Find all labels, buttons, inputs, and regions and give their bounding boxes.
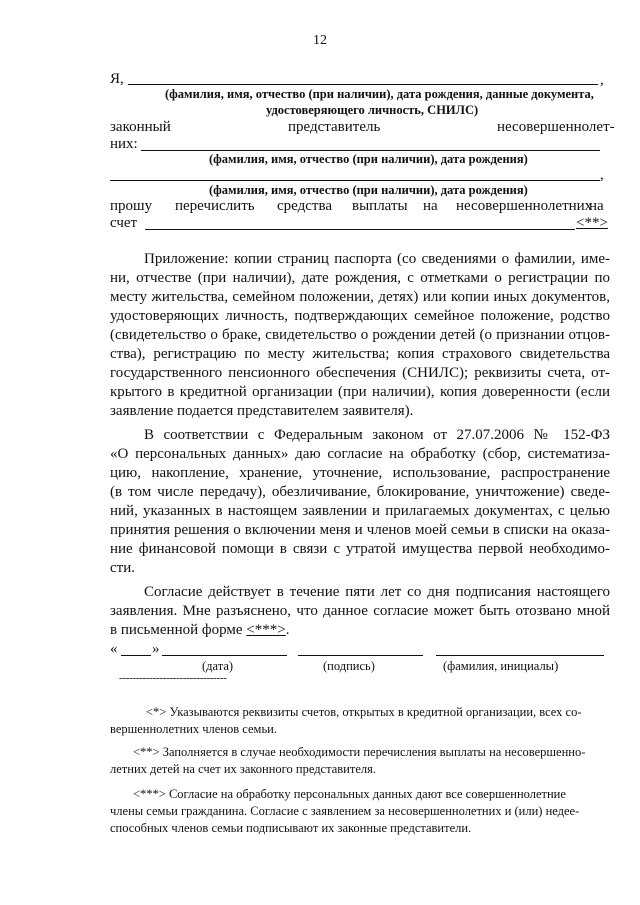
appendix-line: ни, отчестве (при наличии), дате рождения, с отметками о регистрации по	[110, 270, 610, 286]
footnote-ref-2: <**>	[576, 215, 608, 231]
quote-close: »	[152, 641, 160, 657]
caption-minor-2: (фамилия, имя, отчество (при наличии), дата рождения)	[209, 183, 528, 197]
caption-minor-1: (фамилия, имя, отчество (при наличии), дата рождения)	[209, 152, 528, 166]
name-initials-field[interactable]	[436, 655, 604, 656]
date-field[interactable]	[162, 655, 287, 656]
minor-2-field[interactable]	[110, 180, 600, 181]
footnote-3-cont: члены семьи гражданина. Согласие с заявлением за несовершеннолетних и (или) недее-	[110, 804, 580, 818]
name-label: (фамилия, инициалы)	[443, 659, 559, 673]
appendix-line: ства), регистрацию по месту жительства; копия страхового свидетельства	[110, 346, 610, 362]
sign-label: (подпись)	[323, 659, 375, 673]
page-number: 12	[313, 33, 327, 48]
footnote-3: <***> Согласие на обработку персональных данных дают все совершеннолетние	[133, 787, 566, 801]
caption-applicant-2: удостоверяющего личность, СНИЛС)	[266, 103, 479, 117]
footnote-3-cont: способных членов семьи подписывают их законные представители.	[110, 821, 472, 835]
consent-line: ний, указанных в настоящем заявлении и прилагаемых документах, с целью	[110, 503, 610, 519]
word-schet: счет	[110, 215, 138, 231]
appendix-line: удостоверяющих личность, подтверждающих семейное положение, родство	[110, 308, 610, 324]
validity-line-3	[110, 622, 289, 639]
footnote-1: <*> Указываются реквизиты счетов, открытых в кредитной организации, всех со-	[146, 705, 582, 719]
comma-2: ,	[600, 167, 604, 183]
applicant-name-field[interactable]	[128, 84, 598, 85]
date-label: (дата)	[202, 659, 234, 673]
footnote-2-cont: летних детей на счет их законного представителя.	[110, 762, 376, 776]
account-field[interactable]	[145, 229, 575, 230]
validity-line: Согласие действует в течение пяти лет со дня подписания настоящего	[144, 584, 610, 600]
consent-line: цию, накопление, хранение, уточнение, использование, распространение	[110, 465, 610, 481]
footnote-ref-3: <***>	[246, 622, 286, 638]
word-proshu: прошу	[110, 198, 153, 214]
consent-line: (в том числе передачу), обезличивание, блокирование, уничтожение) сведе-	[110, 484, 610, 500]
consent-line: «О персональных данных» даю согласие на обработку (сбор, систематиза-	[110, 446, 610, 462]
appendix-line: Приложение: копии страниц паспорта (со сведениями о фамилии, име-	[144, 251, 610, 267]
footnote-1-cont: вершеннолетних членов семьи.	[110, 722, 277, 736]
word-nih: них:	[110, 136, 138, 152]
consent-line: В соответствии с Федеральным законом от 27.07.2006 № 152-ФЗ	[144, 427, 610, 443]
validity-text: в письменной форме	[110, 622, 247, 638]
period: .	[285, 622, 290, 638]
signature-field[interactable]	[298, 655, 423, 656]
quote-open: «	[110, 641, 118, 657]
validity-line: заявления. Мне разъяснено, что данное согласие может быть отозвано мной	[110, 603, 610, 619]
appendix-line: заявление подается представителем заявителя).	[110, 403, 414, 419]
word-nesovershennolet: несовершеннолет-	[497, 119, 615, 135]
word-zakonny: законный	[110, 119, 171, 135]
consent-line: ние финансовой помощи в связи с утратой имущества первой необходимо-	[110, 541, 610, 557]
appendix-line: месту жительства, семейном положении, детях) или копии иных документов,	[110, 289, 610, 305]
ya-label: Я,	[110, 71, 124, 87]
word-na: на	[423, 198, 438, 214]
consent-line: сти.	[110, 560, 135, 576]
appendix-line: (свидетельство о браке, свидетельство о рождении детей (о признании отцов-	[110, 327, 610, 343]
word-predstavitel: представитель	[288, 119, 381, 135]
appendix-line: государственного пенсионного обеспечения (СНИЛС); реквизиты счета, от-	[110, 365, 610, 381]
word-sredstva: средства	[277, 198, 333, 214]
appendix-line: крытого в кредитной организации (при наличии), копия доверенности (если	[110, 384, 610, 400]
footnote-2: <**> Заполняется в случае необходимости перечисления выплаты на несовершенно-	[133, 745, 586, 759]
comma: ,	[600, 72, 604, 88]
word-vyplaty: выплаты	[352, 198, 408, 214]
caption-applicant-1: (фамилия, имя, отчество (при наличии), дата рождения, данные документа,	[165, 87, 594, 101]
word-na-2: на	[589, 198, 604, 214]
minor-1-field[interactable]	[141, 150, 600, 151]
footnote-separator: --------------------------------	[119, 672, 227, 684]
word-perechislit: перечислить	[175, 198, 255, 214]
day-field[interactable]	[121, 655, 151, 656]
word-nesovershennoletnih: несовершеннолетних	[456, 198, 593, 214]
consent-line: принятия решения о включении меня и членов моей семьи в списки на оказа-	[110, 522, 610, 538]
